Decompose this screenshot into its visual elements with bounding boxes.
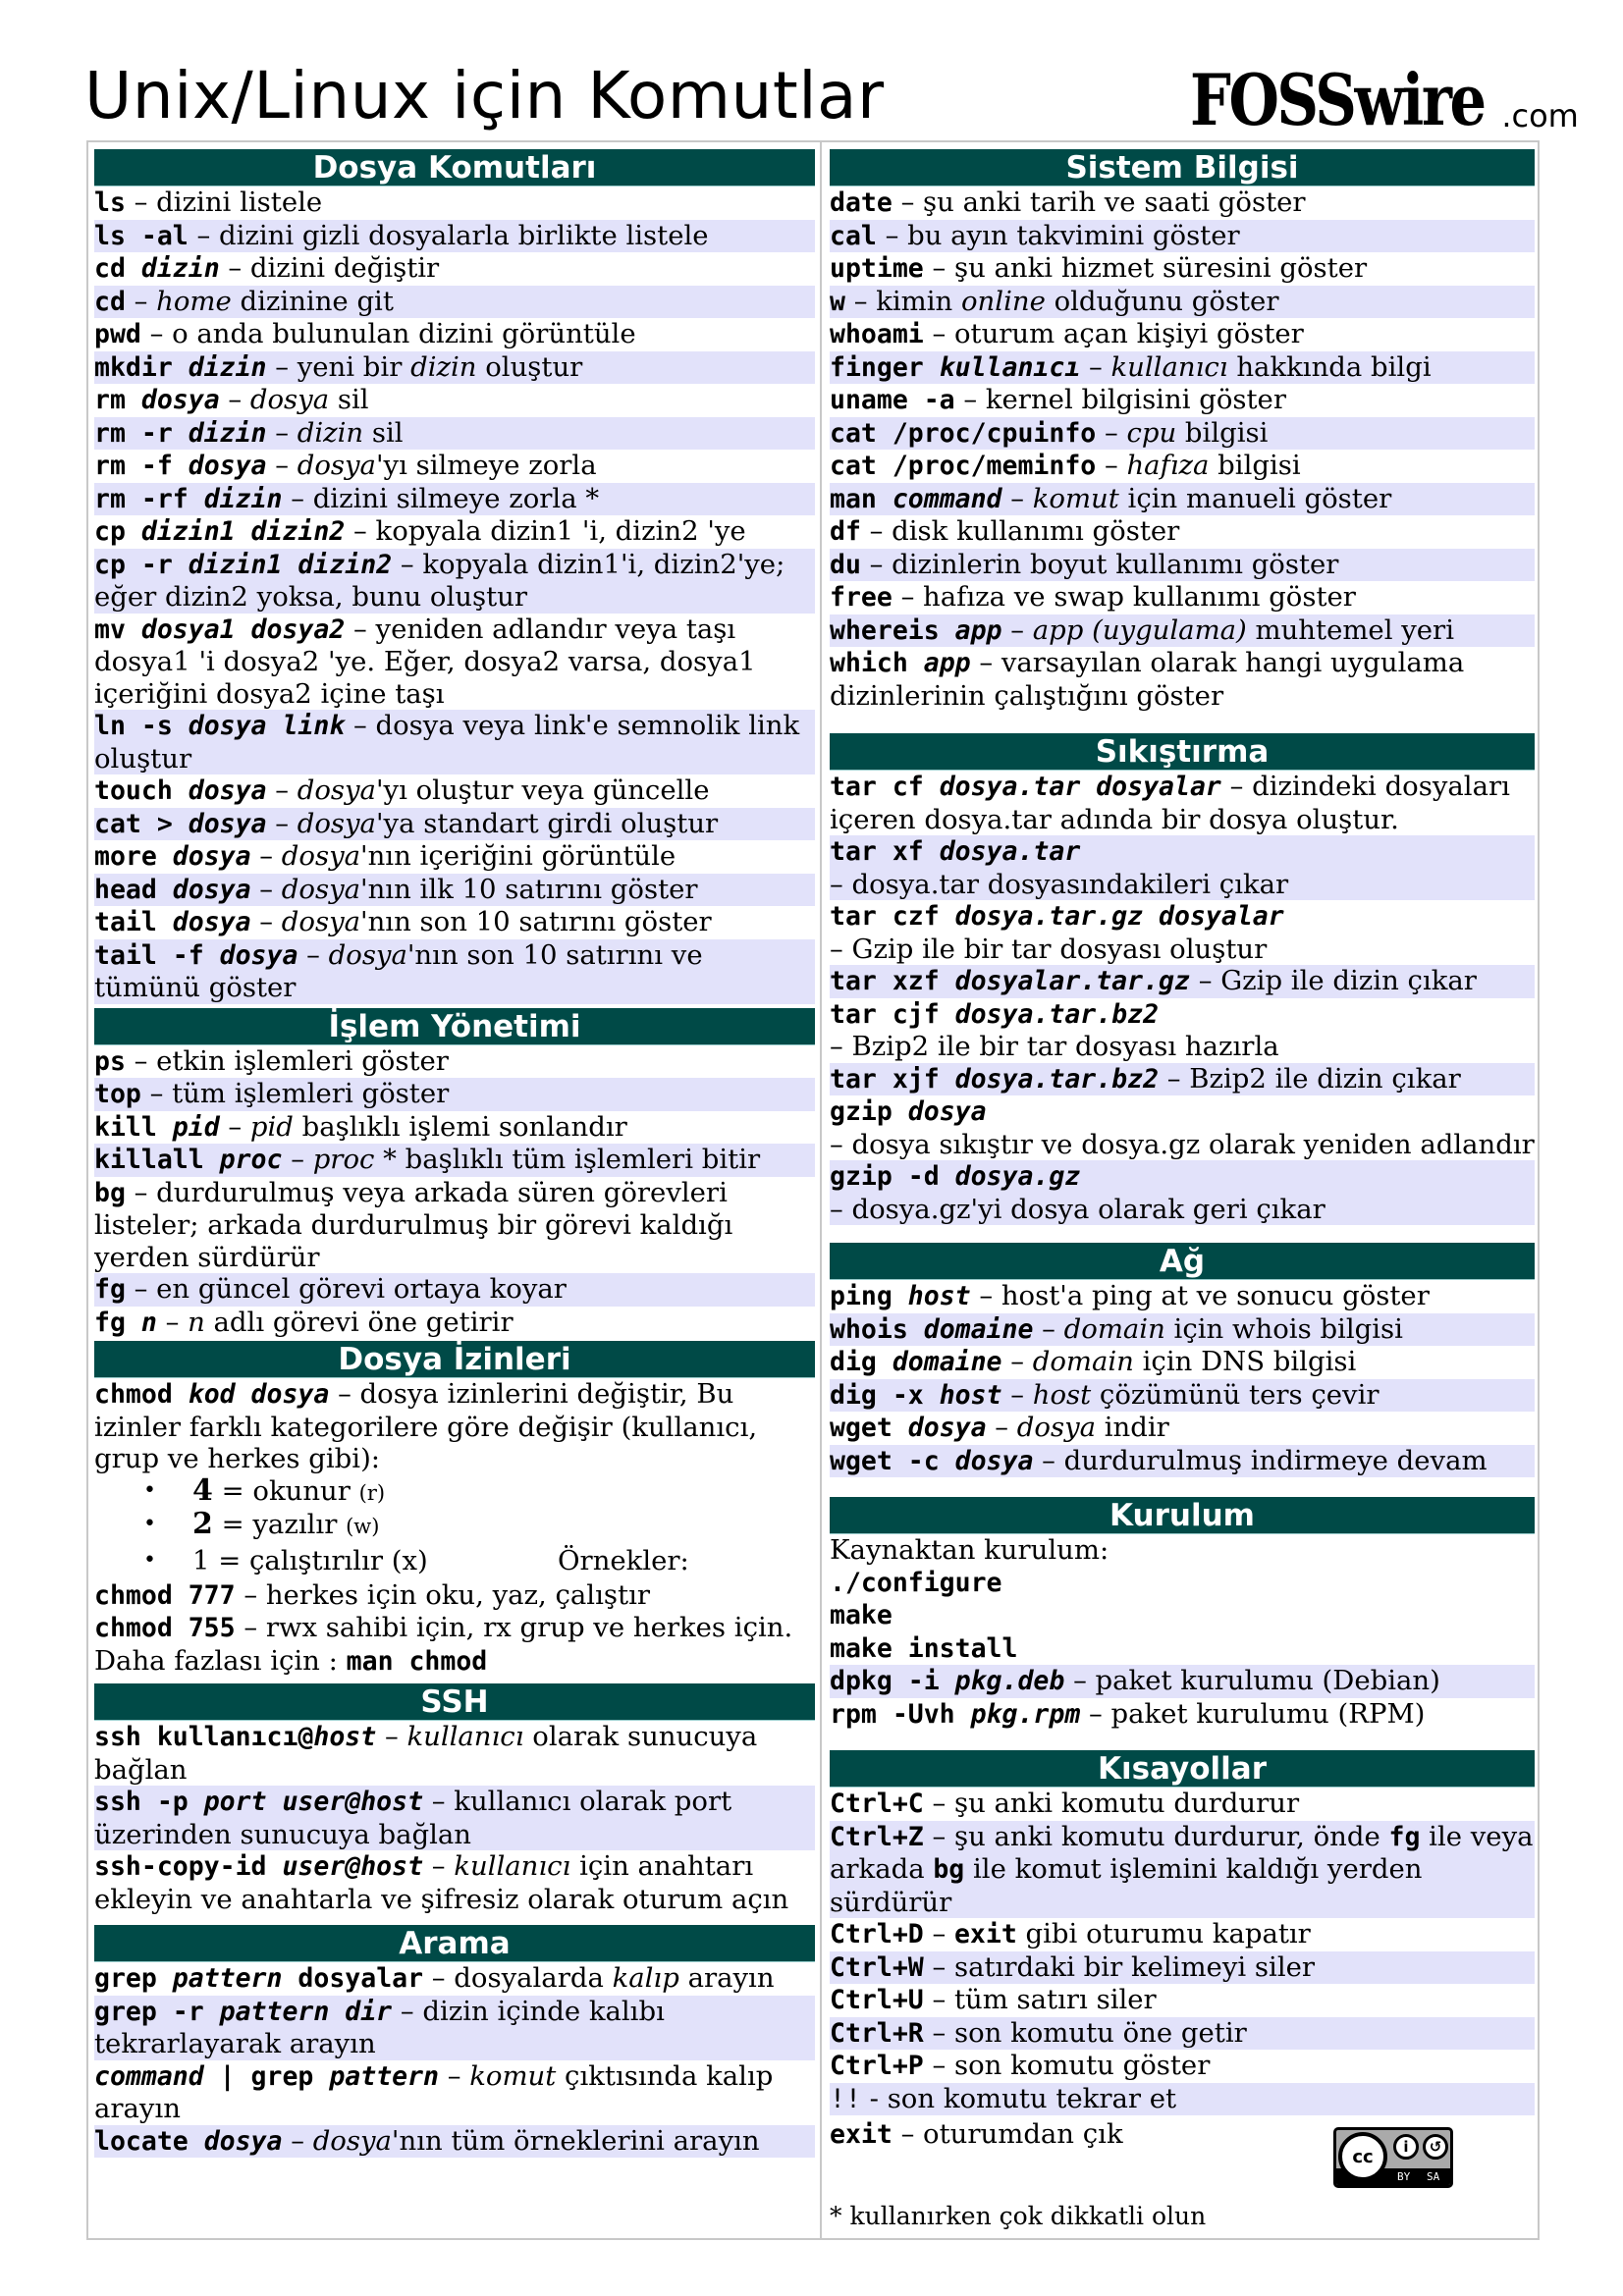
list-item: chmod 755 – rwx sahibi için, rx grup ve herkes için. [94,1612,793,1643]
list-item: dig domaine – domain için DNS bilgisi [830,1346,1357,1377]
list-item: w – kimin online olduğunu göster [830,286,1535,319]
list-item: ps – etkin işlemleri göster [94,1044,449,1077]
list-item: free – hafıza ve swap kullanımı göster [830,581,1356,613]
column-divider [820,140,822,2240]
examples-label: Örnekler: [558,1544,689,1576]
list-item: ln -s dosya link – dosya veya link'e semnolik link oluştur [94,710,815,774]
section-header: Arama [94,1925,815,1962]
install-step: make [830,1600,893,1630]
list-item: cat /proc/cpuinfo – cpu bilgisi [830,417,1535,451]
list-item: locate dosya – dosya'nın tüm örneklerini arayın [94,2125,815,2159]
list-item: rm -r dizin – dizin sil [94,417,815,451]
section-search [94,1925,815,2158]
list-item: pwd – o anda bulunulan dizini görüntüle [94,318,636,349]
list-item: Ctrl+Z – şu anki komutu durdurur, önde fg ile veya arkada bg ile komut işlemini kaldığı yerden sürdürür [830,1820,1534,1918]
list-item: ssh-copy-id user@host – kullanıcı için anahtarı ekleyin ve anahtarla ve şifresiz olarak oturum açın [94,1850,789,1915]
section-network [830,1243,1535,1477]
right-column [830,149,1535,2167]
list-item: rm -f dosya – dosya'yı silmeye zorla [94,450,597,481]
cc-icon: cc [1338,2132,1387,2181]
list-item: cp dizin1 dizin2 – kopyala dizin1 'i, dizin2 'ye [94,515,746,547]
list-item: dig -x host – host çözümünü ters çevir [830,1379,1535,1413]
by-label: BY [1397,2170,1411,2183]
footnote: * kullanırken çok dikkatli olun [830,2202,1207,2230]
list-item: ls -al – dizini gizli dosyalarla birlikte listele [94,220,815,253]
section-header: Dosya Komutları [94,149,815,187]
section-header: Dosya İzinleri [94,1341,815,1378]
list-item: grep pattern dosyalar – dosyalarda kalıp arayın [94,1962,775,1994]
left-column [94,149,815,2171]
list-item: tail dosya – dosya'nın son 10 satırını göster [94,906,712,937]
list-item: whoami – oturum açan kişiyi göster [830,318,1304,349]
list-item: Ctrl+D – exit gibi oturumu kapatır [830,1918,1311,1949]
list-item: tar xjf dosya.tar.bz2 – Bzip2 ile dizin çıkar [830,1063,1535,1096]
section-file-commands [94,149,815,1004]
list-item: ls – dizini listele [94,187,323,218]
list-item: whois domaine – domain için whois bilgisi [830,1313,1535,1347]
list-item: fg – en güncel görevi ortaya koyar [94,1273,815,1307]
list-item: df – disk kullanımı göster [830,515,1180,547]
list-item: tail -f dosya – dosya'nın son 10 satırını ve tümünü göster [94,939,815,1004]
install-step: ./configure [830,1567,1002,1598]
list-item: chmod 777 – herkes için oku, yaz, çalıştır [94,1578,651,1611]
list-item: wget -c dosya – durdurulmuş indirmeye devam [830,1445,1535,1478]
install-intro: Kaynaktan kurulum: [830,1534,1109,1566]
permission-bullet: • 2 = yazılır (w) [143,1506,380,1541]
list-item: Ctrl+P – son komutu göster [830,2050,1211,2081]
list-item: exit – oturumdan çık [830,2118,1123,2150]
list-item: cd dizin – dizini değiştir [94,252,440,284]
list-item: cal – bu ayın takvimini göster [830,220,1535,253]
list-item: tar cjf dosya.tar.bz2 – Bzip2 ile bir tar dosyası hazırla [830,998,1279,1062]
attribution-icon: i [1393,2134,1419,2160]
sa-label: SA [1427,2170,1440,2183]
section-header: İşlem Yönetimi [94,1008,815,1045]
list-item: du – dizinlerin boyut kullanımı göster [830,549,1535,582]
list-item: Ctrl+C – şu anki komutu durdurur [830,1788,1300,1819]
list-item: Ctrl+R – son komutu öne getir [830,2017,1535,2051]
list-item: tar xzf dosyalar.tar.gz – Gzip ile dizin çıkar [830,965,1535,998]
install-step: make install [830,1632,1018,1664]
section-install [830,1497,1535,1731]
section-ssh [94,1683,815,1915]
list-item: dpkg -i pkg.deb – paket kurulumu (Debian) [830,1665,1535,1698]
list-item: bg – durdurulmuş veya arkada süren görevleri listeler; arkada durdurulmuş bir görevi kaldığı yerden sürdürür [94,1176,733,1273]
list-item: chmod kod dosya – dosya izinlerini değiştir, Bu izinler farklı kategorilere göre değişir (kullanıcı, grup ve herkes gibi): [94,1378,758,1474]
list-item: fg n – n adlı görevi öne getirir [94,1306,514,1338]
list-item: command | grep pattern – komut çıktısında kalıp arayın [94,2059,774,2124]
section-shortcuts [830,1750,1535,2154]
list-item: cd – home dizinine git [94,286,815,319]
list-item: touch dosya – dosya'yı oluştur veya güncelle [94,774,710,806]
list-item: more dosya – dosya'nın içeriğini görüntüle [94,840,676,872]
section-header: Sistem Bilgisi [830,149,1535,187]
fosswire-logo [1190,51,1579,139]
list-item: mkdir dizin – yeni bir dizin oluştur [94,351,815,385]
section-header: Kısayollar [830,1750,1535,1788]
list-item: cat /proc/meminfo – hafıza bilgisi [830,450,1301,481]
list-item: gzip dosya – dosya sıkıştır ve dosya.gz olarak yeniden adlandır [830,1096,1535,1160]
list-item: rm dosya – dosya sil [94,384,369,415]
list-item: killall proc – proc * başlıklı tüm işlemleri bitir [94,1144,815,1177]
logo-tld: .com [1501,97,1579,134]
list-item: cp -r dizin1 dizin2 – kopyala dizin1'i, dizin2'ye; eğer dizin2 yoksa, bunu oluştur [94,549,815,614]
list-item: Daha fazlası için : man chmod [94,1644,488,1677]
permission-bullet: • 4 = okunur (r) [143,1472,386,1508]
list-item: whereis app – app (uygulama) muhtemel yeri [830,614,1535,648]
list-item: gzip -d dosya.gz – dosya.gz'yi dosya olarak geri çıkar [830,1160,1535,1225]
list-item: tar czf dosya.tar.gz dosyalar – Gzip ile bir tar dosyası oluştur [830,901,1284,965]
list-item: ping host – host'a ping at ve sonucu göster [830,1280,1430,1311]
logo-brand: FOSSwire [1190,58,1485,141]
cc-by-sa-license-badge [1333,2127,1453,2188]
list-item: wget dosya – dosya indir [830,1412,1169,1443]
list-item: tar xf dosya.tar – dosya.tar dosyasındakileri çıkar [830,835,1535,900]
list-item: man command – komut için manueli göster [830,483,1535,516]
section-header: Ağ [830,1243,1535,1280]
list-item: rpm -Uvh pkg.rpm – paket kurulumu (RPM) [830,1697,1426,1730]
list-item: finger kullanıcı – kullanıcı hakkında bilgi [830,351,1535,385]
section-header: Sıkıştırma [830,733,1535,771]
list-item: Ctrl+W – satırdaki bir kelimeyi siler [830,1951,1535,1985]
list-item: head dosya – dosya'nın ilk 10 satırını göster [94,874,815,907]
list-item: rm -rf dizin – dizini silmeye zorla * [94,483,815,516]
list-item: mv dosya1 dosya2 – yeniden adlandır veya taşı dosya1 'i dosya2 'ye. Eğer, dosya2 varsa, dosya1 içeriğini dosya2 içine taşı [94,613,756,710]
list-item: which app – varsayılan olarak hangi uygulama dizinlerinin çalıştığını göster [830,647,1465,712]
list-item: grep -r pattern dir – dizin içinde kalıbı tekrarlayarak arayın [94,1996,815,2060]
share-alike-icon: ↺ [1423,2134,1448,2160]
list-item: uname -a – kernel bilgisini göster [830,384,1286,415]
list-item: tar cf dosya.tar dosyalar – dizindeki dosyaları içeren dosya.tar adında bir dosya oluştur. [830,771,1510,835]
list-item: uptime – şu anki hizmet süresini göster [830,252,1368,284]
list-item: Ctrl+U – tüm satırı siler [830,1984,1157,2015]
section-system-info [830,149,1535,712]
section-process-management [94,1008,815,1340]
section-header: SSH [94,1683,815,1721]
list-item: cat > dosya – dosya'ya standart girdi oluştur [94,808,815,841]
list-item: top – tüm işlemleri göster [94,1078,815,1111]
section-compression [830,733,1535,1225]
list-item: !! - son komutu tekrar et [830,2083,1535,2116]
list-item: kill pid – pid başlıklı işlemi sonlandır [94,1110,627,1143]
section-file-permissions [94,1341,815,1678]
list-item: ssh kullanıcı@host – kullanıcı olarak sunucuya bağlan [94,1721,758,1786]
list-item: ssh -p port user@host – kullanıcı olarak port üzerinden sunucuya bağlan [94,1786,815,1850]
page-title: Unix/Linux için Komutlar [84,58,885,133]
list-item: date – şu anki tarih ve saati göster [830,187,1306,218]
section-header: Kurulum [830,1497,1535,1534]
permission-bullet: • 1 = çalıştırılır (x) Örnekler: [94,1542,815,1579]
